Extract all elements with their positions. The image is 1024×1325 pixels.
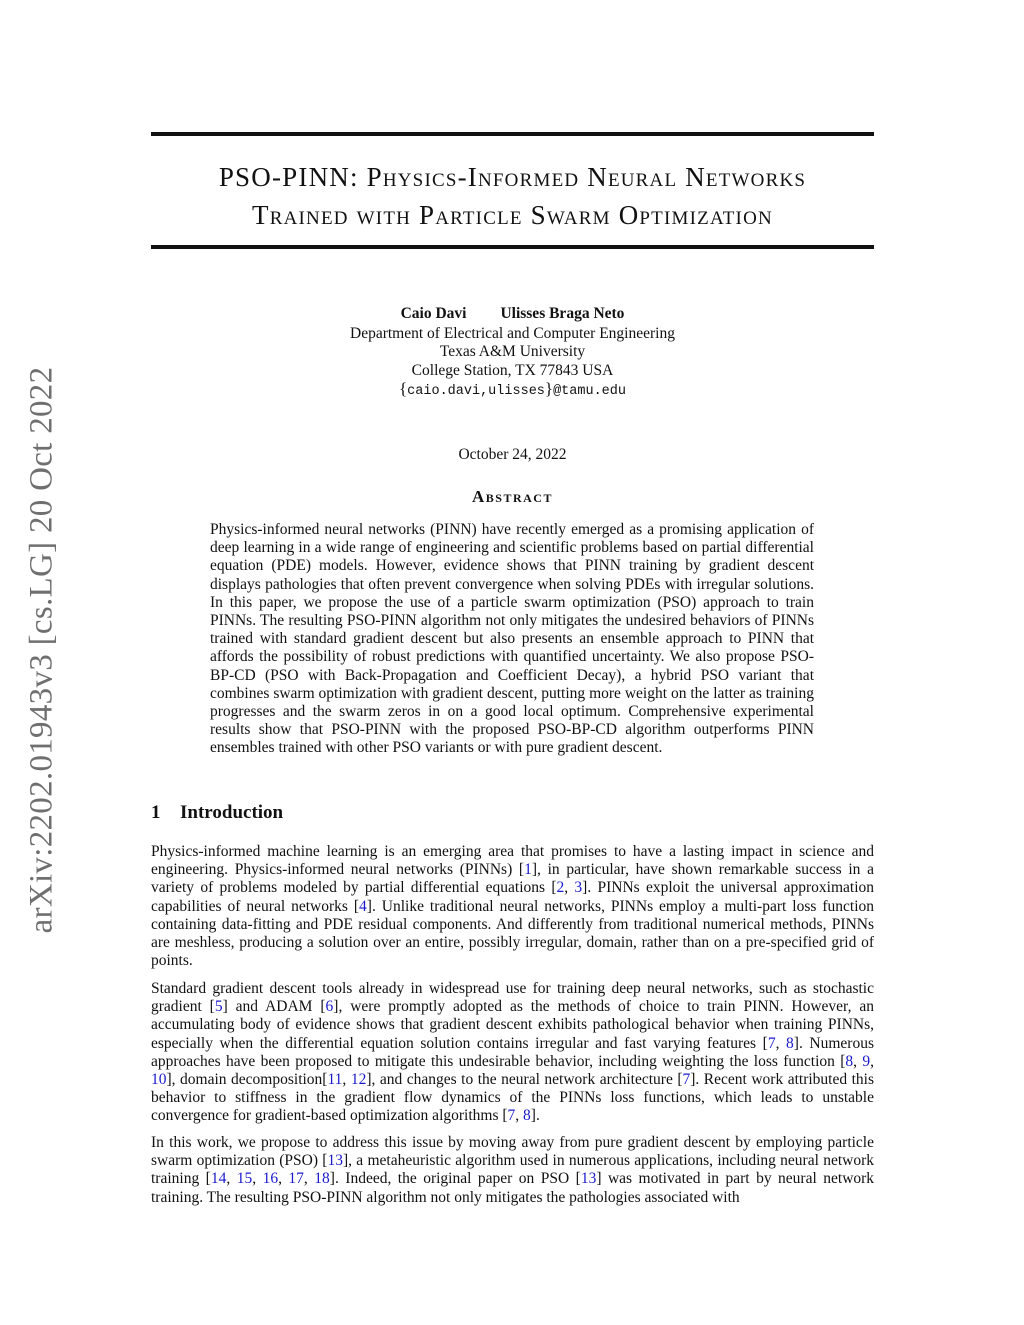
author-email — [151, 380, 874, 402]
citation-link[interactable]: 15 — [236, 1170, 253, 1188]
citation-link[interactable]: 16 — [262, 1170, 279, 1188]
citation-link[interactable]: 13 — [580, 1170, 597, 1188]
citation-link[interactable]: 10 — [151, 1071, 167, 1089]
intro-paragraph-1: Physics-informed machine learning is an emerging area that promises to have a lasting impact in science and engineering. Physics-informed neural networks (PINNs) [1], in particular, have shown remarkable success in a variety of problems modeled by partial differential equations [2, 3]. PINNs exploit the universal approximation capabilities of neural networks [4]. Unlike traditional neural networks, PINNs employ a multi-part loss function containing data-fitting and PDE residual components. And differently from traditional numerical methods, PINNs are meshless, producing a solution over an entire, possibly irregular, domain, rather than on a pre-specified grid of points. — [151, 843, 875, 970]
citation-link[interactable]: 9 — [862, 1052, 871, 1070]
citation-link[interactable]: 18 — [314, 1170, 330, 1188]
paper-title — [151, 158, 874, 234]
email-brace-open: { — [399, 379, 408, 398]
citation-link[interactable]: 7 — [507, 1107, 516, 1125]
citation-link[interactable]: 5 — [214, 998, 223, 1016]
author-address: College Station, TX 77843 USA — [411, 361, 614, 379]
citation-link[interactable]: 17 — [288, 1170, 304, 1188]
author-names — [151, 305, 874, 324]
citation-link[interactable]: 11 — [327, 1071, 343, 1089]
citation-link[interactable]: 13 — [327, 1152, 343, 1170]
citation-link[interactable]: 14 — [210, 1170, 227, 1188]
paper-date: October 24, 2022 — [458, 446, 567, 463]
citation-link[interactable]: 1 — [524, 861, 532, 879]
section-number: 1 — [151, 802, 161, 823]
title-line-2: Trained with Particle Swarm Optimization — [252, 200, 773, 230]
intro-paragraph-3: In this work, we propose to address this issue by moving away from pure gradient descent by employing particle swarm optimization (PSO) [13], a metaheuristic algorithm used in numerous applications, including neural network training [14, 15, 16, 17, 18]. Indeed, the original paper on PSO [13] was motivated in part by neural network training. The resulting PSO-PINN algorithm not only mitigates the pathologies associated with — [151, 1134, 875, 1206]
citation-link[interactable]: 12 — [350, 1071, 367, 1089]
title-top-rule — [151, 132, 874, 136]
author-name-2: Ulisses Braga Neto — [500, 305, 625, 322]
citation-link[interactable]: 6 — [325, 998, 334, 1016]
citation-link[interactable]: 2 — [556, 879, 565, 897]
citation-link[interactable]: 8 — [786, 1034, 794, 1052]
abstract-heading: Abstract — [472, 487, 553, 506]
author-department: Department of Electrical and Computer Engineering — [350, 324, 675, 342]
email-domain: @tamu.edu — [553, 384, 626, 399]
section-title: Introduction — [180, 802, 284, 823]
title-line-1: PSO-PINN: Physics-Informed Neural Networks — [218, 162, 807, 192]
abstract-text: Physics-informed neural networks (PINN) have recently emerged as a promising application of deep learning in a wide range of engineering and scientific problems based on partial differential equation (PDE) models. However, evidence shows that PINN training by gradient descent displays pathologies that often prevent convergence when solving PDEs with irregular solutions. In this paper, we propose the use of a particle swarm optimization (PSO) approach to train PINNs. The resulting PSO-PINN algorithm not only mitigates the undesired behaviors of PINNs trained with standard gradient descent but also presents an ensemble approach to PINN that affords the possibility of robust predictions with quantified uncertainty. We also propose PSO-BP-CD (PSO with Back-Propagation and Coefficient Decay), a hybrid PSO variant that combines swarm optimization with gradient descent, putting more weight on the latter as training progresses and the swarm zeros in on a good local optimum. Comprehensive experimental results show that PSO-PINN with the proposed PSO-BP-CD algorithm outperforms PINN ensembles trained with other PSO variants or with pure gradient descent. — [210, 521, 814, 757]
citation-link[interactable]: 7 — [682, 1071, 691, 1089]
citation-link[interactable]: 4 — [359, 897, 367, 915]
section-heading — [151, 802, 283, 824]
intro-paragraph-2: Standard gradient descent tools already in widespread use for training deep neural networks, such as stochastic gradient [5] and ADAM [6], were promptly adopted as the methods of choice to train PINN. However, an accumulating body of evidence shows that gradient descent exhibits pathological behavior when training PINNs, especially when the differential equation solution contains irregular and fast varying features [7, 8]. Numerous approaches have been proposed to mitigate this undesirable behavior, including weighting the loss function [8, 9, 10], domain decomposition[11, 12], and changes to the neural network architecture [7]. Recent work attributed this behavior to stiffness in the gradient flow dynamics of the PINNs loss functions, which leads to unstable convergence for gradient-based optimization algorithms [7, 8]. — [151, 980, 875, 1125]
citation-link[interactable]: 8 — [845, 1052, 854, 1070]
citation-link[interactable]: 7 — [767, 1034, 776, 1052]
citation-link[interactable]: 8 — [523, 1107, 531, 1125]
title-bottom-rule — [151, 245, 874, 249]
email-brace-close: } — [544, 379, 554, 398]
citation-link[interactable]: 3 — [574, 879, 583, 897]
author-name-1: Caio Davi — [400, 305, 467, 322]
arxiv-identifier: arXiv:2202.01943v3 [cs.LG] 20 Oct 2022 — [23, 366, 60, 934]
author-university: Texas A&M University — [439, 343, 586, 360]
email-users: caio.davi,ulisses — [407, 384, 545, 399]
author-block — [151, 305, 874, 402]
